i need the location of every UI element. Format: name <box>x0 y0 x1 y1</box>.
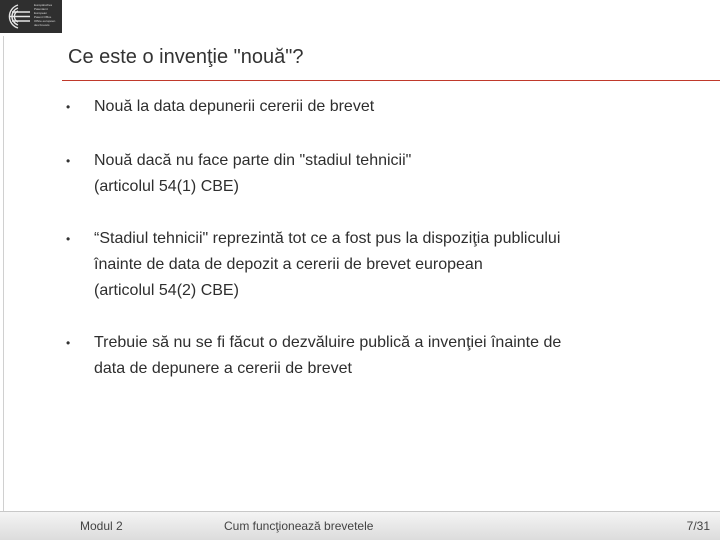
bullet-icon: • <box>66 154 71 168</box>
logo-line: des brevets <box>34 23 50 27</box>
bullet-text: Trebuie să nu se fi făcut o dezvăluire publică a invenţiei înainte de <box>94 334 562 351</box>
bullet-text: “Stadiul tehnicii" reprezintă tot ce a fost pus la dispoziţia publicului <box>94 230 561 247</box>
bullet-item <box>62 226 560 304</box>
bullet-text: data de depunere a cererii de brevet <box>94 360 352 377</box>
epo-logo-icon <box>4 3 32 30</box>
bullet-item <box>62 330 561 382</box>
footer-module: Modul 2 <box>80 519 123 533</box>
bullet-text: (articolul 54(2) CBE) <box>94 282 239 299</box>
slide-title: Ce este o invenţie "nouă"? <box>68 46 304 68</box>
logo-wordmark <box>34 3 62 27</box>
logo-line: Patent Office <box>34 15 52 19</box>
epo-logo <box>0 0 62 33</box>
page-number: 7/31 <box>686 519 710 533</box>
logo-line: Europäisches <box>34 3 53 7</box>
slide-footer <box>0 511 720 540</box>
left-divider <box>3 36 4 540</box>
bullet-text: (articolul 54(1) CBE) <box>94 178 239 195</box>
bullet-text: Nouă dacă nu face parte din "stadiul tehnicii" <box>94 152 412 169</box>
footer-title: Cum funcţionează brevetele <box>224 519 374 533</box>
bullet-icon: • <box>66 232 71 246</box>
bullet-text: Nouă la data depunerii cererii de brevet <box>94 98 375 115</box>
bullet-item <box>62 94 374 120</box>
logo-line: Patentamt <box>34 7 48 11</box>
bullet-icon: • <box>66 100 71 114</box>
logo-line: Office européen <box>34 19 56 23</box>
bullet-text: înainte de data de depozit a cererii de brevet european <box>94 256 483 273</box>
bullet-item <box>62 148 411 200</box>
bullet-icon: • <box>66 336 71 350</box>
logo-line: European <box>34 11 48 15</box>
title-underline <box>62 80 720 81</box>
